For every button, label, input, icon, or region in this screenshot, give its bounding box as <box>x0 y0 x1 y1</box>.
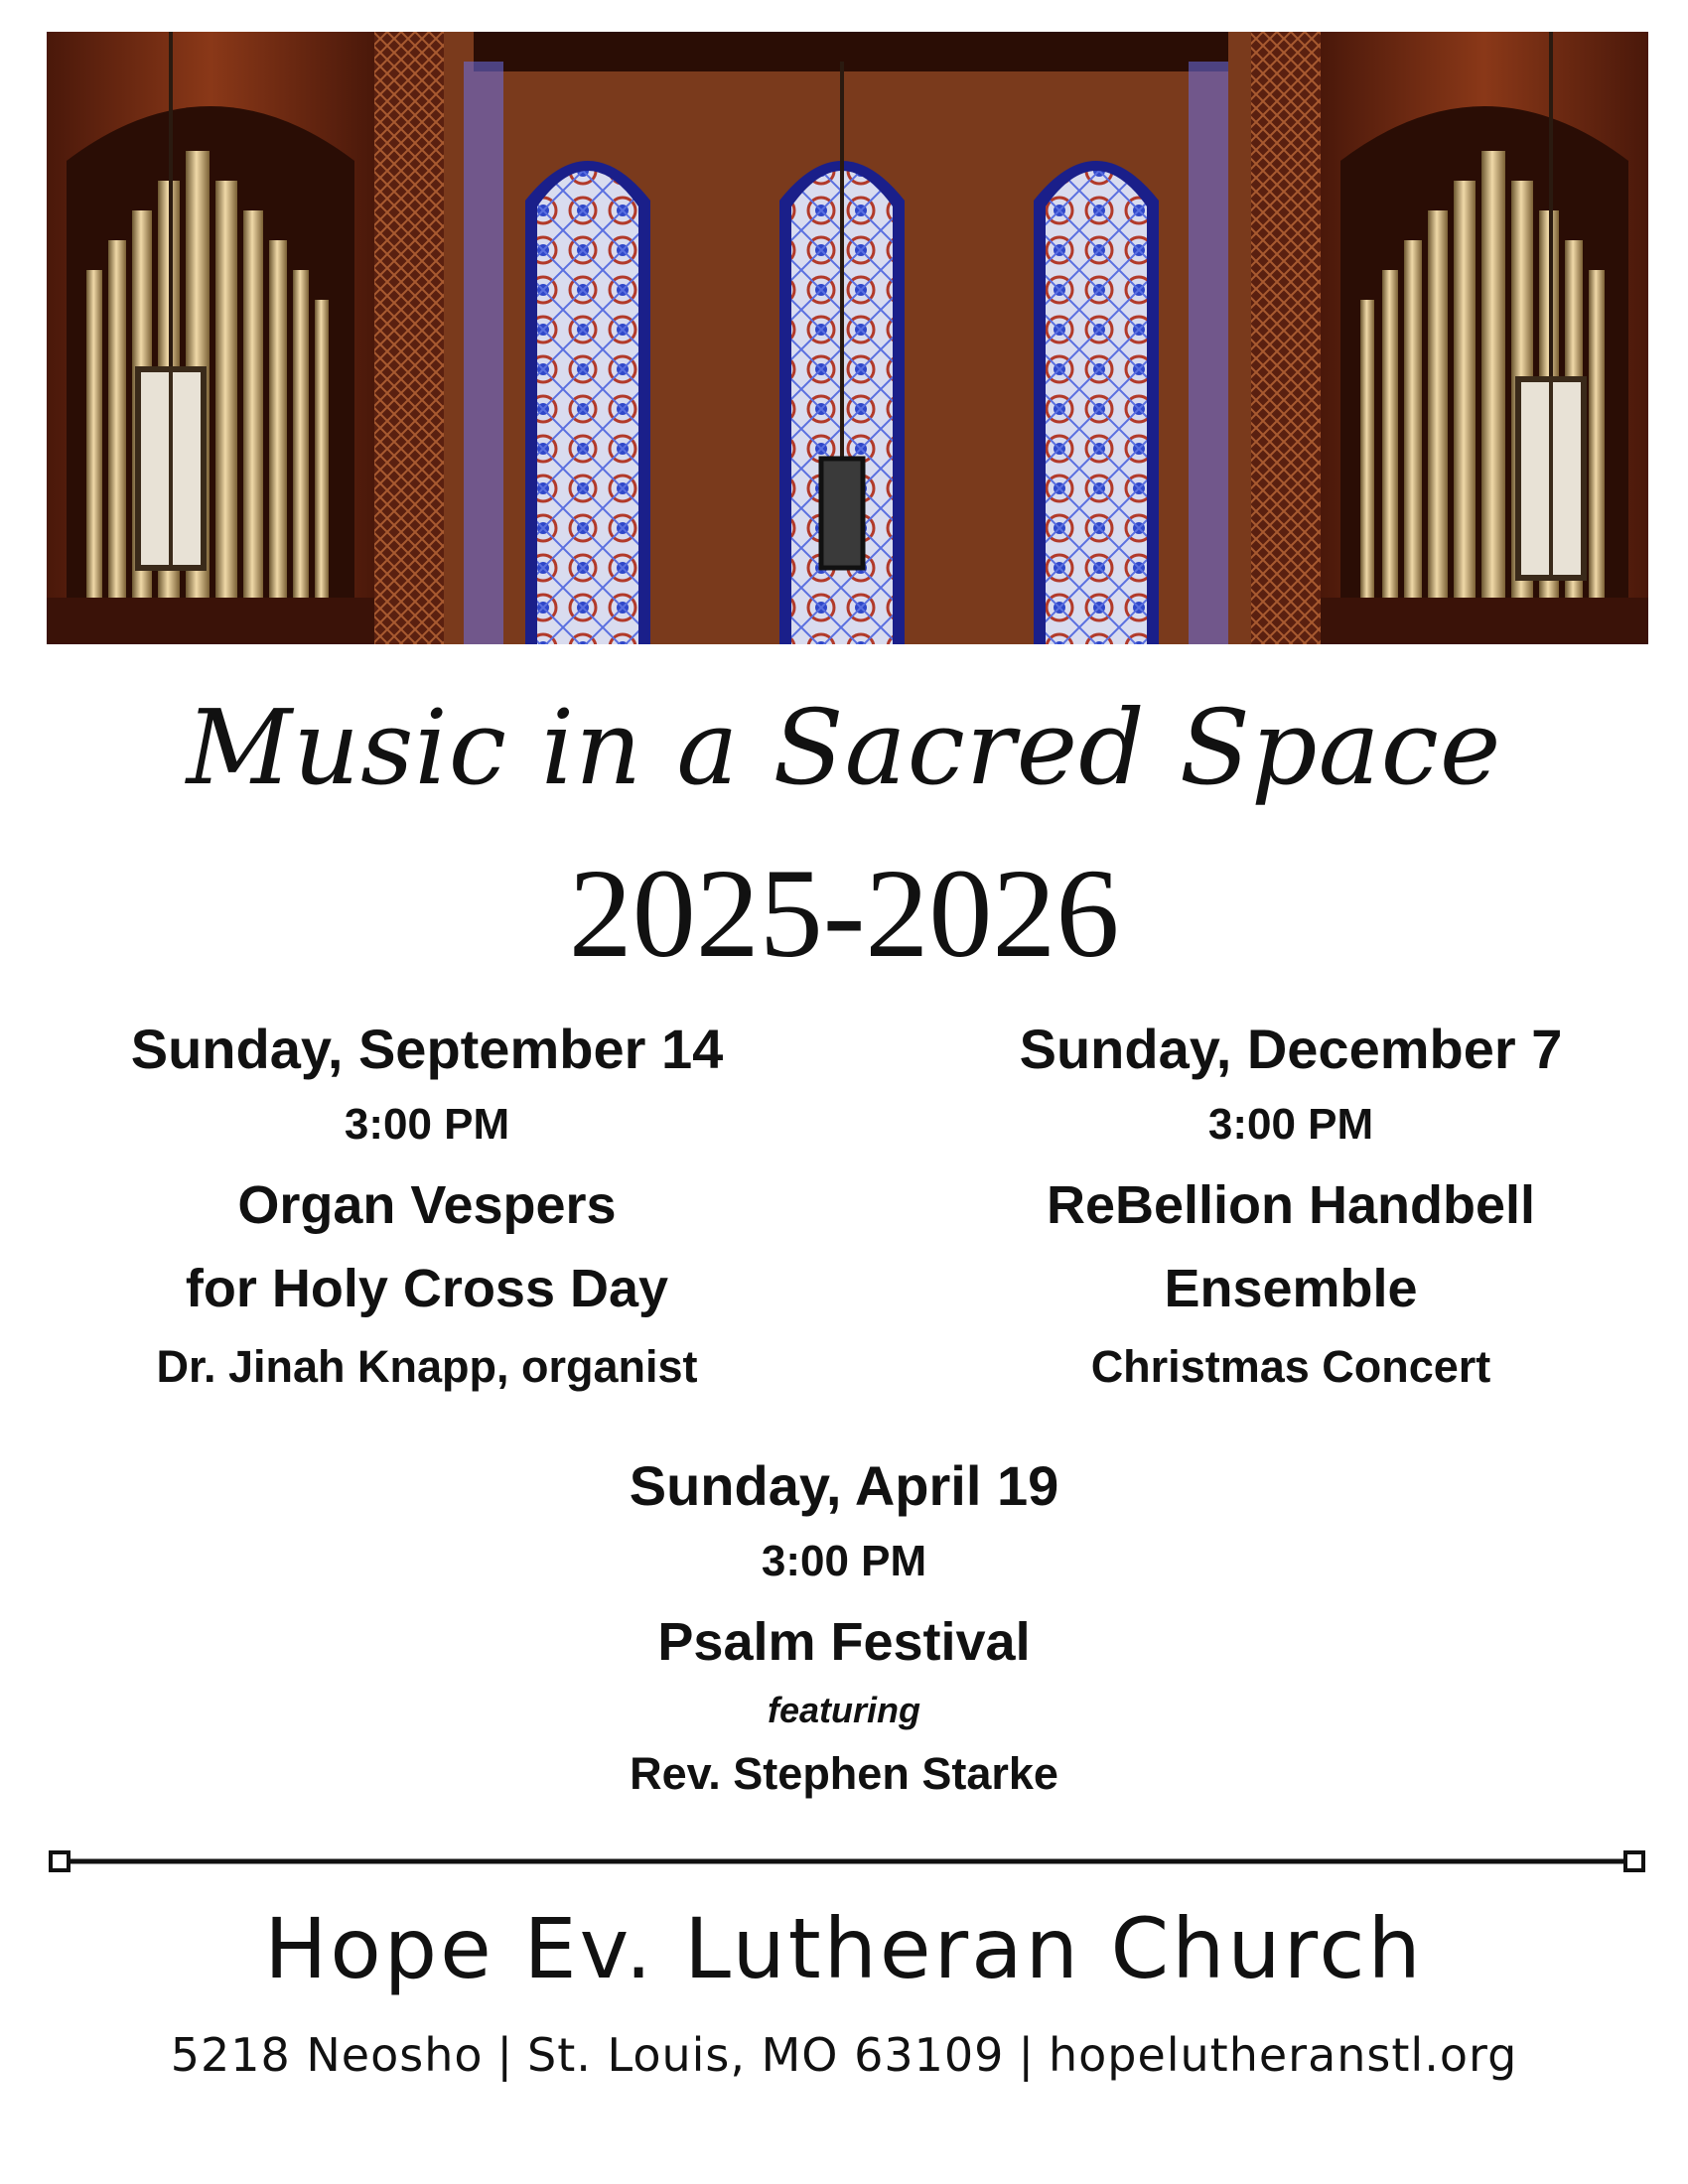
website-link[interactable]: hopelutheranstl.org <box>1048 2028 1518 2082</box>
event-time: 3:00 PM <box>761 1537 927 1585</box>
right-organ-pipes <box>1251 32 1648 644</box>
event-title-line1: ReBellion Handbell <box>1046 1175 1536 1235</box>
separator: | <box>1018 2028 1035 2082</box>
event-featuring: featuring <box>767 1690 920 1730</box>
event-date: Sunday, September 14 <box>130 1018 724 1080</box>
left-organ-pipes <box>47 32 444 644</box>
season-year: 2025-2026 <box>568 843 1120 984</box>
event-date: Sunday, December 7 <box>1019 1018 1563 1080</box>
event-date: Sunday, April 19 <box>629 1454 1059 1517</box>
event-april <box>496 1449 1192 1811</box>
event-title-line1: Psalm Festival <box>657 1612 1031 1672</box>
address-line <box>0 2025 1688 2085</box>
divider-line <box>48 1846 1646 1876</box>
church-interior-illustration <box>47 32 1648 644</box>
event-subtitle: Dr. Jinah Knapp, organist <box>156 1341 698 1392</box>
event-september <box>79 1013 774 1404</box>
event-title-line1: Organ Vespers <box>237 1175 617 1235</box>
church-interior-banner <box>47 32 1648 644</box>
event-time: 3:00 PM <box>1207 1100 1374 1149</box>
church-name: Hope Ev. Lutheran Church <box>264 1900 1424 1997</box>
street-address: 5218 Neosho <box>170 2028 484 2082</box>
event-time: 3:00 PM <box>344 1100 510 1149</box>
event-subtitle: Rev. Stephen Starke <box>630 1748 1058 1799</box>
event-subtitle: Christmas Concert <box>1090 1341 1491 1392</box>
event-december <box>943 1013 1638 1404</box>
city-state-zip: St. Louis, MO 63109 <box>527 2028 1005 2082</box>
event-title-line2: Ensemble <box>1164 1259 1418 1318</box>
event-title-line2: for Holy Cross Day <box>185 1259 669 1318</box>
separator: | <box>496 2028 514 2082</box>
page-title: Music in a Sacred Space <box>186 687 1502 808</box>
